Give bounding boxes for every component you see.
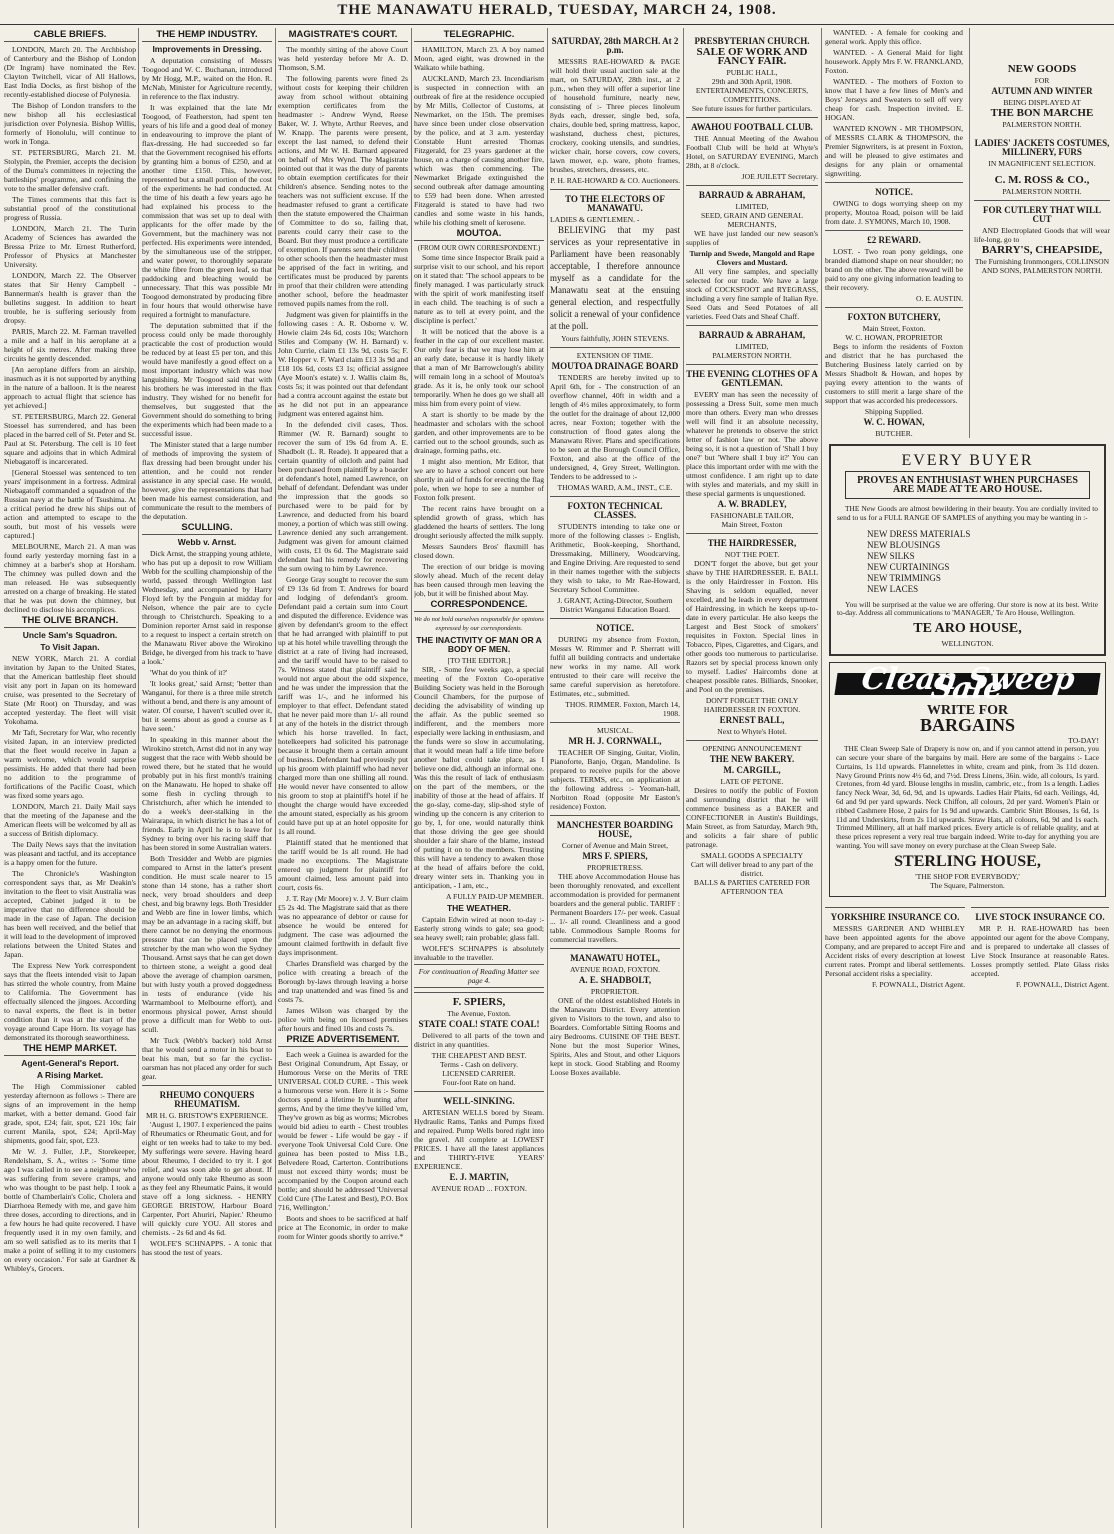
ad-hairdresser <box>686 533 818 736</box>
ad-spiers-text: Delivered to all parts of the town and district in any quantities. <box>414 1031 544 1049</box>
court-paragraph: The monthly sitting of the above Court was held yesterday before Mr A. D. Thomson, S.M. <box>278 45 408 72</box>
ad-bradley <box>686 364 818 529</box>
ad-football-title: AWAHOU FOOTBALL CLUB. <box>691 122 813 132</box>
column-7 <box>825 28 1110 1528</box>
butchery-signature: W. C. HOWAN, <box>863 417 925 427</box>
ad-bon-marche <box>974 32 1110 196</box>
column-1 <box>4 28 136 1528</box>
prize-footnote: Boots and shoes to be sacrificed at half price at The Economic, in order to make room for Winter goods shortly to arrive.* <box>278 1214 408 1241</box>
ad-church-venue: PUBLIC HALL, <box>726 68 778 77</box>
heading-cable-briefs: CABLE BRIEFS. <box>4 30 136 42</box>
cable-paragraph: ST. PETERSBURG, March 21. M. Stolypin, the Premier, accepts the decision of the Duma's committees in rejecting the battleships' programme, and confining the vote to the smaller defensive craft. <box>4 148 136 193</box>
sculling-paragraph: Dick Arnst, the strapping young athlete, who has put up a deposit to row William Webb for the sculling championship of the world, passed through Wellington last Wednesday, and accompanied by Harry Floyd left by the Penguin at midday for Nelson, whence the pair are to cycle through to Christchurch. Speaking to a Dominion reporter Arnst said in response to a request to inspect a certain stretch on the Manawatu River above the Wirokino Bridge, he diverged from his track to 'have a look.' <box>142 549 272 666</box>
butchery-text: Begs to inform the residents of Foxton and district that he has purchased the Butchering Business lately carried on by Messrs Shadbolt & Howan, and hopes by paying every attention to the wants of customers to still merit a large share of the support that was accorded his predecessors. <box>825 342 963 405</box>
wanted-4: WANTED KNOWN - MR THOMPSON, of MESSRS CLARK & THOMPSON, the Premier Signwriters, is at present in Foxton, and will be pleased to give estimates and designs for any plain or ornamental signwriting. <box>825 124 963 178</box>
ad-hair-text: DON'T forget the above, but get your shave by THE HAIRDRESSER. E. BALL is the only Hairdresser in Foxton. His Shaving is seldom equalled, never excelled, and he leads in every department of Hairdressing, in which he keeps up-to-date in every particular. He also keeps the Largest and Best Stock of smokers' requisites in Foxton. Special lines in Tobacco, Pipes, Cigarettes, and Cigars, and other goods too numerous to particularise. Razors set by special process known only to myself. Ladies' Haircombs done at cheapest possible rates. Billiards, Snooker, and Pool on the premises. <box>686 559 818 694</box>
heading-prize-advertisement: PRIZE ADVERTISEMENT. <box>278 1035 408 1047</box>
clean-store-name: STERLING HOUSE, <box>894 852 1041 870</box>
ad-man-name: MRS F. SPIERS, <box>582 851 648 861</box>
court-paragraph: J. T. Ray (Mr Moore) v. J. V. Burr claim £5 2s 4d. The Magistrate said that as there was no appearance of debtor or cause for absence he would be entered for judgment. The case was adjourned the amount claimed forthwith in default five days imprisonment. <box>278 894 408 957</box>
ad-man-title: MANCHESTER BOARDING HOUSE, <box>556 820 674 839</box>
ad-church-date: 29th and 30th April, 1908. <box>711 77 793 86</box>
ad-notice-text: DURING my absence from Foxton, Messrs W. Rimmer and P. Sherratt will fulfil all building contracts and undertake new works in my name. All work entrusted to their care will receive the same careful supervision as heretofore. Estimates, etc., submitted. <box>550 635 680 698</box>
yorkshire-title: YORKSHIRE INSURANCE CO. <box>830 911 960 922</box>
correspondence-title: THE INACTIVITY OF MAN OR A BODY OF MEN. <box>416 635 542 654</box>
ad-barraud <box>686 185 818 321</box>
cutlery-text: AND Electroplated Goods that will wear life-long, go to <box>973 226 1110 244</box>
ad-tender-extension: EXTENSION OF TIME. <box>576 351 654 360</box>
ad-tender-signature: THOMAS WARD, A.M., INST., C.E. <box>557 483 673 492</box>
ad-well-sinking <box>414 1091 544 1193</box>
ad-bakery-subtitle: THE NEW BAKERY. <box>709 754 795 764</box>
cable-paragraph: ST. PETERSBURG, March 22. General Stoessel has surrendered, and has been placed in the barred cell of St. Peter and St. Paul at St. Petersburg. The cell is 10 feet square and adjoins that in which Admiral Niebagatoff is incarcerated. <box>4 412 136 466</box>
te-aro-text2: You will be surprised at the value we are offering. Our store is now at its best. Write to-day. Address all communications to 'MANAGER,' Te Aro House, Wellington. <box>837 599 1098 618</box>
ad-hotel-address: AVENUE ROAD, FOXTON. <box>569 965 660 974</box>
prize-text: Each week a Guinea is awarded for the Best Original Conundrum, Apt Essay, or Humorous Verse on the Merits of TRE UNIVERSAL COLD CURE. - This week a humorous verse won. Here it is :- Some doctors spend a lifetime In hunting after germs, And by the time they've killed 'em, They've grown as big as worms; Microbes would bid adieu to earth - Chest troubles would be fewer - Life would be gay - if everyone Took Universal Cold Cure. One guinea has been posted to Miss I.B., Belvedere Road, Carterton. Contributions must not exceed thirty words; must be accompanied by the Coupon around each bottle; and should be addressed 'Universal Cold Cure (The Latest and Best), P.O. Box 716, Wellington.' <box>278 1050 408 1212</box>
ad-well-text: ARTESIAN WELLS bored by Steam. Hydraulic Rams, Tanks and Pumps fixed and repaired. Pump Wells bored right into the gravel. All complete at LOWEST PRICES. I have all the latest appliances and THIRTY-FIVE YEARS' EXPERIENCE. <box>414 1108 544 1171</box>
ad-well-address: AVENUE ROAD ... FOXTON. <box>431 1184 527 1193</box>
heading-hemp-market: THE HEMP MARKET. <box>4 1044 136 1056</box>
ad-bakery-name: M. CARGILL, <box>723 765 781 775</box>
ad-spiers-cheapest: THE CHEAPEST AND BEST. <box>431 1051 527 1060</box>
ad-rheumo-subtitle: MR H. G. BRISTOW'S EXPERIENCE. <box>145 1111 269 1120</box>
bon-new-goods: NEW GOODS <box>1007 63 1077 75</box>
ad-barraud2-title: BARRAUD & ABRAHAM, <box>698 330 806 340</box>
heading-correspondence: CORRESPONDENCE. <box>414 600 544 612</box>
clean-today: TO-DAY! <box>1068 736 1099 746</box>
ad-bakery <box>686 740 818 896</box>
moutoa-paragraph: The erection of our bridge is moving slowly ahead. Much of the recent delay has been caused through men leaving the job, but it will be finished about May. <box>414 562 544 598</box>
olive-paragraph: Mr Taft, Secretary for War, who recently visited Japan, in an interview predicted that the fleet would receive in Japan a warm welcome, which would surprise pessimists. He added that there had been no addition to the programme of fortifications of the Pacific Coast, which was fixed some years ago. <box>4 728 136 800</box>
ad-butchery <box>825 307 963 438</box>
ad-bradley-address: Main Street, Foxton <box>721 520 783 529</box>
te-aro-text: THE New Goods are almost bewildering in their beauty. You are cordially invited to send to us for a FULL RANGE OF SAMPLES of anything you may be wanting in :- <box>837 504 1098 522</box>
olive-paragraph: The Express New York correspondent says that the fleets intended visit to Japan has stirred the whole country, from Maine to California. The Government has effectually silenced the jingoes. According to naval experts, the fleet is in better condition than it was at the start of the voyage around Cape Horn. Its voyage has demonstrated its thorough seaworthiness. <box>4 961 136 1042</box>
ad-bradley-trade: FASHIONABLE TAILOR, <box>710 511 794 520</box>
te-aro-proves: PROVES AN ENTHUSIAST WHEN PURCHASES ARE MADE AT TE ARO HOUSE. <box>845 471 1090 499</box>
livestock-title: LIVE STOCK INSURANCE CO. <box>975 911 1105 922</box>
ad-hair-footer: DON'T FORGET THE ONLY HAIRDRESSER IN FOXTON. <box>703 696 801 714</box>
yorkshire-text: MESSRS GARDNER AND WHIBLEY have been appointed agents for the above Company, and are prepared to accept Fire and Accident risks of every description at lowest current rates. Prompt and liberal settlements. Personal accident risks a speciality. <box>825 923 965 978</box>
ad-yorkshire <box>825 907 965 989</box>
ad-auction-date: SATURDAY, 28th MARCH. At 2 p.m. <box>551 36 679 55</box>
ad-drainage-tender <box>550 347 680 492</box>
te-aro-title: EVERY BUYER <box>901 452 1034 469</box>
sculling-paragraph: 'What do you think of it?' <box>150 668 228 677</box>
ad-bakery-text: Desires to notify the public of Foxton and surrounding district that he will commence business as a BAKER and CONFECTIONER in Austin's Buildings, Main Street, as from Saturday, March 9th, and solicits a fair share of public patronage. <box>686 786 818 849</box>
cable-paragraph: LONDON, March 22. The Observer states that Sir Henry Campbell - Bannerman's health is graver than the bulletins suggest. In addition to heart trouble, he is suffering seriously from dropsy. <box>4 271 136 325</box>
te-aro-name: TE ARO HOUSE, <box>913 621 1022 637</box>
te-aro-list-item: NEW LACES <box>867 583 919 594</box>
te-aro-list-item: NEW SILKS <box>867 550 915 561</box>
column-rule <box>821 28 822 1528</box>
ad-church-see: See future issues for further particulars. <box>691 104 813 113</box>
column-rule <box>683 28 684 1528</box>
ad-football-signature: JOE JUILETT Secretary. <box>741 172 818 181</box>
butchery-trade: BUTCHER. <box>875 429 913 438</box>
hemp-industry-paragraph: It was explained that the late Mr Toogood, of Featherston, had spent ten years of his life and a good deal of money in endeavouring to improve the plant of flax-dressing. He had succeeded so far that the Government recognised his efforts by granting him a bonus of £250, and at another time £150. This, however, represented but a small portion of the cost of the experiments he had conducted. At the time of his death a few years ago he had explained his process to the commission that was set up to deal with applicants for the offer made by the Government, but the machinery was not perfected. His experiments were intended, by the simultaneous use of the stripper, and water power, to thoroughly separate the white fibre from the green leaf, so that paddocking and bleaching would be unnecessary. That this was possible Mr Toogood demonstrated by producing fibre in four hours that would otherwise have required a fortnight to manufacture. <box>142 103 272 319</box>
telegraphic-body <box>414 45 544 227</box>
hemp-market-paragraph: Mr W. J. Fuller, J.P., Storekeeper, Rendelsham, S. A., writes :- 'Some time ago I was called in to see a neighbour who was suffering from severe cramps, and who was thought to be past help. I took a bottle of Chamberlain's Colic, Cholera and Diarrhoea Remedy with me, and gave him three doses, according to directions, and in a few hours he had quite recovered. I have frequently used it in my own family, and am so well satisfied as to its merits that I make a point of selling it to my customers on every occasion.' For sale at Gardner & Whibley's, Grocers. <box>4 1147 136 1273</box>
cutlery-firm: The Furnishing Ironmongers, COLLINSON AND SONS, PALMERSTON NORTH. <box>974 257 1110 275</box>
classifieds <box>825 28 963 438</box>
hemp-market-paragraph: The High Commissioner cabled yesterday afternoon as follows :- There are signs of an improvement in the hemp market, with a better demand. Good fair grade, spot, £24; fair, spot, £21 10s; fair current Manila, spot, £24; April-May shipments, good fair, spot, £23. <box>4 1082 136 1145</box>
column-3 <box>278 28 408 1528</box>
livestock-signature: F. POWNALL, District Agent. <box>1015 979 1109 989</box>
cable-paragraph: LONDON, March 21. The Turin Academy of Sciences has awarded the Bressa Prize to Mr. Ernest Rutherford, Professor of Physics at Manchester University. <box>4 224 136 269</box>
wanted-3: WANTED. - The mothers of Foxton to know that I have a few lines of Men's and Boys' Jerseys and Sweaters to sell off very cheap for cash. Inspection invited. E. HOGAN. <box>825 77 963 122</box>
masthead: THE MANAWATU HERALD, TUESDAY, MARCH 24, 1908. <box>0 2 1114 25</box>
butchery-shipping: Shipping Supplied. <box>864 407 924 416</box>
sculling-paragraph: Both Tresidder and Webb are pigmies compared to Arnst in the latter's present condition. He must scale nearer to 15 stone than 14 stone, has a rather short neck, very broad shoulders and deep chest, and big brawny legs. Both Tresidder and Webb are fine in lower limbs, which may be an advantage in a racing skiff, but there cannot be no denying the enormous pressure that can be placed upon the stretcher by the man who won the Sydney Thousand. Arnst says that he can get down to thirteen stone, a weight a good deal above the average of champion oarsmen, but with lusty youth a proved doggedness in tests of endurance (vide his Warrnambool to Melbourne effort), and enormous physical power, Arnst should prove a difficult man for Webb to out-scull. <box>142 854 272 1034</box>
clean-text: THE Clean Sweep Sale of Drapery is now on, and if you cannot attend in person, you can secure your share of the bargains by mail. Here are some of the bargains :- Lace Curtains, 1s 11d upwards. Flannelettes in white, cream and pink, from 3s 11d dozen. Navy Ground Prints now 4½ 6d, and 7½d. Dress Linens, 36in. wide, all colours, 1s yard. Cretones, from 4d yard. Blouse lengths in muslin, cambric, etc., from 1s a length. Ladies fancy Neck Wear, 3d, 6d, 9d, and 1s upwards. Ladies Hair Plaits, 6d each. Veilings, 4d, 6d and 9d per yard upwards. Neck Chiffon, all colours, 2d per yard. Women's Plain or ribbed Cashmere Hose, 2 pairs for 1s 9d and upwards. Cambric Shirt Blouses, 1s 6d, 1s 11d and Underskirts, from 2s 11d upwards. Straw Hats, all colours, 6d, 9d and 1s each. Trimmed Millinery, all at half marked prices. Every article is of reliable quality, and at these prices represent a very real true bargain indeed. Write to-day for anything you are wanting. You will save money on every purchase at the Clean Sweep Sale. <box>836 744 1099 850</box>
ad-tender-text: TENDERS are hereby invited up to April 6th, for - The construction of an overflow channel, 40ft in width and a length of 4½ miles approximately, to form the outlet for the drainage of about 12,000 acres, near Foxton; together with the construction of flood gates along the Manawatu River. Plans and specifications to be seen at the Borough Council Office, Foxton, and also at the office of the undersigned, 4, Grey Street, Wellington. Tenders to be addressed to :- <box>550 373 680 481</box>
court-paragraph: George Gray sought to recover the sum of £9 13s 6d from T. Andrews for board and lodging of defendant's groom. Defendant paid a certain sum into Court and disputed the difference. Evidence was given by defendant's groom to the effect that he had arranged with plaintiff to put up at his hotel while travelling through the district at a rate of living had increased, and the tariff would have to be raised to 7s. Witness stated that plaintiff said he would not argue about the odd sixpence, and he was under the impression that the tariff was 1/-, and he informed his employer to that effect. Defendant stated that he never paid more than 1/- all round at any of the hotels in the district through which his horse travelled. In fact, hotelkeepers had solicited his patronage because it brought them a certain amount of business. Defendant had previously put up his groom with plaintiff who had never charged more than one shilling all round. He would never have consented to allow his groom to stop at plaintiff's hotel if he thought the charge would have exceeded the amount stated, especially as his groom could have put up at an hotel opposite for 1s all round. <box>278 575 408 836</box>
wanted-1: WANTED. - A female for cooking and general work. Apply this office. <box>825 28 963 46</box>
court-body <box>278 45 408 1033</box>
cable-paragraph: [General Stoessel was sentenced to ten years' imprisonment in a fortress. Admiral Niebagatoff commanded a squadron of the Russian navy at the battle of Tsushima. At a critical period he drew his ships out of action and attempted to escape to the south, but most of his vessels were captured.] <box>4 468 136 540</box>
ad-tender-board: MOUTOA DRAINAGE BOARD <box>551 361 679 371</box>
court-paragraph: The following parents were fined 2s without costs for keeping their children away from school without obtaining exemption certificates from the headmaster :- Andrew Wynd, Reese Baker, W. J. Whyte, Arthur Reeves, and W. Knapp. The parents were present, except the last named, to defend their actions, and Mr W. H. Barnard appeared on behalf of Mrs Wynd. The Magistrate pointed out that it was the duty of parents to obtain exemption certificates for their children's absence. Sending notes to the teachers was not sufficient excuse. If the headmaster refused to grant a certificate then the statute empowered the Chairman of Committee to do so, failing that, parents could carry their case to the Board. But they must produce a certificate of exemption. If parents sent their children to other schools then the headmaster must be apprised of the fact in writing, and certificates must be produced by parents in proof that their children were attending another school, before the headmaster removed pupils names from the roll. <box>278 74 408 308</box>
hemp-industry-body <box>142 56 272 521</box>
ad-barraud2-limited: LIMITED, <box>735 342 769 351</box>
ad-football <box>686 117 818 181</box>
column-7-top <box>825 28 1110 438</box>
livestock-text: MR P. H. RAE-HOWARD has been appointed our agent for the above Company, and is prepared to undertake all classes of Live Stock Insurance at reasonable Rates. Losses promptly settled. Plate Glass risks accepted. <box>971 923 1109 978</box>
cutlery-title: FOR CUTLERY THAT WILL CUT <box>983 205 1101 224</box>
cable-paragraph: The Bishop of London transfers to the new bishop all his ecclesiastical jurisdiction over Polynesia. Bishop Willis, formerly of Honolulu, will continue to work in Tonga. <box>4 101 136 146</box>
ad-electors-signature: Yours faithfully, JOHN STEVENS. <box>561 334 669 343</box>
ad-live-stock <box>971 907 1109 989</box>
ad-manawatu-hotel <box>550 948 680 1077</box>
reward-ad <box>825 230 963 303</box>
court-paragraph: Judgment was given for plaintiffs in the following cases : A. R. Osborne v. W. Howie claim 24s 6d, costs 10s; Watchorn Stiles and Company (W. H. Barnard) v. John Currie, claim £1 13s 9d, costs 5s; F. W. Hopper v. F. Ward claim £13 3s 9d and £18 10s 6d, costs £3 1s; official assignee (Aye Moon's estate) v. J. Wallis claim 8s, costs 5s; it was pointed out that defendant had a contra account against the estate but as he did not put in an appearance judgment was entered against him. <box>278 310 408 418</box>
hemp-industry-paragraph: The Minister stated that a large number of methods of improving the system of flax dressing had been brought under his attention, and he could not render assistance in any special case. He would, however, give the representations that had been made his earnest consideration, and communicate the result to the members of the deputation. <box>142 440 272 521</box>
heading-sculling: SCULLING. <box>142 523 272 535</box>
correspondence-text: SIR, - Some few weeks ago, a special meeting of the Foxton Co-operative Building Society was held in the Borough Council Chambers, for the purpose of deciding the advisability of winding up the affair. As the public seemed so indifferent, and the members more especially were lacking in enthusiasm, and the funds were so slow in accumulating, that it would mean half a life time before another ballot could take place, as I believe one did, although an informal one. Was this the result of lack of enthusiasm on the part of the members, or the inability of those at the head of affairs. If the go-slay, come-day, slip-shod style of winding up the concern is any criterion to go by, I, for one, would naturally think that those driving the gee gee should shoulder a fair share of the blame, instead of putting it on to the members. Trusting this will have a tendency to awaken those at the head of affairs before the cold, dreary winter sets in. Thanking you in anticipation, - I am, etc., <box>414 665 544 890</box>
clean-tagline: 'THE SHOP FOR EVERYBODY,' <box>915 871 1020 881</box>
ad-spiers-licensed: LICENSED CARRIER. <box>442 1069 516 1078</box>
ad-clean-sweep <box>829 662 1106 897</box>
ad-hotel-text: ONE of the oldest established Hotels in the Manawatu District. Every attention given to Visitors to the town, and also to Boarders. Comfortable Sitting Rooms and airy Bedrooms. CUISINE OF THE BEST. None but the most Superior Wines, Spirits, Ales and Stout, and other Liquors kept in stock. Good Stabling and Roomy Loose Boxes available. <box>550 996 680 1077</box>
ad-rheumo-title: RHEUMO CONQUERS RHEUMATISM. <box>159 1090 255 1109</box>
olive-paragraph: The Daily News says that the invitation was pleasant and tactful, and its acceptance is a happy omen for the future. <box>4 840 136 867</box>
bon-season: AUTUMN AND WINTER <box>991 86 1093 96</box>
ad-bakery-cart: Cart will deliver bread to any part of the district. <box>690 860 814 878</box>
ad-bakery-title: OPENING ANNOUNCEMENT <box>702 744 802 753</box>
bon-name: THE BON MARCHE <box>990 107 1094 119</box>
court-paragraph: James Wilson was charged by the police with being on licensed premises after hours and fined 10s and costs 7s. <box>278 1006 408 1033</box>
bon-displayed: BEING DISPLAYED AT <box>1003 98 1081 107</box>
ad-hotel-name: A. E. SHADBOLT, <box>578 975 652 985</box>
ad-bradley-name: A. W. BRADLEY, <box>717 499 787 509</box>
cable-paragraph: The Times comments that this fact is substantial proof of the constitutional progress of Russia. <box>4 195 136 222</box>
te-aro-list-item: NEW BLOUSINGS <box>867 539 941 550</box>
hemp-industry-paragraph: The deputation submitted that if the process could only be made thoroughly practicable the cost of production would be reduced by at least £5 per ton, and this would have manifestly a good effect on a most important industry which was now languishing. Mr Toogood said that with his brothers he was interested in the flax industry. They wished for no benefit for themselves, but suggested that the Government should do something to bring the experiments which had been made to a successful issue. <box>142 321 272 438</box>
ad-auction-text: MESSRS RAE-HOWARD & PAGE will hold their usual auction sale at the mart, on SATURDAY, 28th inst., at 2 p.m., when they will offer a superior line of household furniture, nearly new, consisting of :- Three pieces linoleum 8yds each, dresser, single bed, sofa, chairs, double bed, spring mattress, kapoc, washstand, duchess chest, pictures, crockery, cooking utensils, and sundries, wicker chair, horse covers, cow covers, lawn mower, e.p. ware, photo frames, brushes, stretchers, dressers, etc. <box>550 57 680 174</box>
ad-spiers-rate: Four-foot Rate on hand. <box>442 1078 516 1087</box>
ad-rheumo <box>142 1085 272 1257</box>
ad-barraud-text2: All very fine samples, and specially selected for our trade. We have a large stock of COCKSFOOT and RYEGRASS, including a very fine sample of Italian Rye. Seed Oats and Seed Potatoes of all varieties. Feed Oats and Sheaf Chaff. <box>686 267 818 321</box>
olive-branch-body <box>4 654 136 1042</box>
cable-paragraph: LONDON, March 20. The Archbishop of Canterbury and the Bishop of London (Dr Ingram) have nominated the Rev. Clayton Twitchell, vicar of All Hallows, East India Docks, as first bishop of the recently-established diocese of Polynesia. <box>4 45 136 99</box>
notice-title: NOTICE. <box>875 187 913 197</box>
ad-music-title: MUSICAL. <box>596 726 634 735</box>
ad-hair-name: ERNEST BALL, <box>719 715 785 725</box>
olive-paragraph: LONDON, March 21. Daily Mail says that the meeting of the Japanese and the American fleets will be welcomed by all as a success of British diplomacy. <box>4 802 136 838</box>
ad-tech-title: FOXTON TECHNICAL CLASSES. <box>567 501 663 520</box>
butchery-title: FOXTON BUTCHERY, <box>847 312 941 322</box>
clean-write: WRITE FOR <box>926 703 1009 719</box>
telegraphic-paragraph: AUCKLAND, March 23. Incendiarism is suspected in connection with an outbreak of fire at the residence occupied by Mr Mills, Collector of Customs, at Newmarket, on the 15th. The premises have since been under close observation by the police, and at 3 a.m. yesterday Constable Hunt arrested Thomas Fitzgerald, for 23 years gardener at the house, on a charge of causing another fire, which was then commencing. The Newmarket Brigade extinguished the second outbreak after damage amounting to £59 had been done. When arrested Fitzgerald is stated to have had two candles and some waste in his hands, while his clothing smelt of kerosene. <box>414 74 544 227</box>
ad-barraud2-location: PALMERSTON NORTH. <box>712 351 792 360</box>
ad-manchester-house <box>550 815 680 944</box>
bon-location: PALMERSTON NORTH. <box>1002 120 1082 129</box>
cable-paragraph: PARIS, March 22. M. Farman travelled a mile and a half in his aeroplane at a height of six metres. After making three circuits he gently descended. <box>4 327 136 363</box>
ad-spiers <box>414 992 544 1087</box>
bon-for: FOR <box>1034 76 1050 85</box>
ad-bakery-balls: BALLS & PARTIES CATERED FOR <box>693 878 811 887</box>
subheading-hemp-industry: Improvements in Dressing. <box>152 44 262 54</box>
column-rule <box>411 28 412 1528</box>
reward-title: £2 REWARD. <box>867 235 921 245</box>
ad-barraud-title: BARRAUD & ABRAHAM, <box>698 190 806 200</box>
wolfe-text: WOLFE'S SCHNAPPS is absolutely invaluable to the traveller. <box>414 944 544 962</box>
ad-technical-classes <box>550 496 680 614</box>
telegraphic-paragraph: HAMILTON, March 23. A boy named Moon, aged eight, was drowned in the Waikato while bathing. <box>414 45 544 72</box>
cutlery-name: BARRY'S, CHEAPSIDE, <box>981 244 1103 256</box>
heading-moutoa: MOUTOA. <box>414 229 544 241</box>
bon-selection: IN MAGNIFICENT SELECTION. <box>988 159 1096 168</box>
clean-sweep-logo: Clean Sweep Sale <box>834 673 1100 695</box>
ad-presbyterian <box>686 32 818 113</box>
ad-hair-subtitle: NOT THE POET. <box>724 550 780 559</box>
ad-spiers-address: The Avenue, Foxton. <box>447 1009 511 1018</box>
court-paragraph: Charles Dransfield was charged by the police with creating a breach of the Borough by-laws through leaving a horse and trap unattended and was fined 5s and costs 7s. <box>278 959 408 1004</box>
ad-barraud-2 <box>686 325 818 360</box>
hemp-industry-paragraph: A deputation consisting of Messrs Toogood and W. C. Buchanan, introduced by Mr Hogg, M.P., waited on the Hon. R. McNab, Minister for Agriculture recently, in reference to the flax industry. <box>142 56 272 101</box>
ad-man-text: THE above Accommodation House has been thoroughly renovated, and excellent accommodation is provided for permanent boarders and the general public. TARIFF : Permanent Boarders 17/- per week. Casual ... 1/- all round. Cleanliness and a good table. Commodious Sample Rooms for commercial travellers. <box>550 872 680 944</box>
notice-text: OWING to dogs worrying sheep on my property, Moutoa Road, poison will be laid from date. J. SYMONS, March 10, 1908. <box>825 199 963 226</box>
column-4 <box>414 28 544 1528</box>
ad-music-name: MR H. J. CORNWALL, <box>568 736 662 746</box>
ad-hair-title: THE HAIRDRESSER, <box>707 538 797 548</box>
bon-firm-location: PALMERSTON NORTH. <box>1002 187 1082 196</box>
ad-tech-signature: J. GRANT, Acting-Director, Southern District Wanganui Education Board. <box>557 596 673 614</box>
moutoa-paragraph: It will be noticed that the above is a feather in the cap of our excellent master. Our only fear is that we may lose him at an early date, because it is hardly likely that a man of Mr Barrowclough's ability will remain long in a school of Moutoa's grade. As it is, he only took our school temporarily. When he does go we shall all miss him from every point of view. <box>414 327 544 408</box>
ad-bakery-tea: AFTERNOON TEA <box>720 887 784 896</box>
wanted-2: WANTED. - A General Maid for light housework. Apply Mrs F. W. FRANKLAND, Foxton. <box>825 48 963 75</box>
ad-church-title: PRESBYTERIAN CHURCH. <box>694 36 810 46</box>
column-6 <box>686 28 818 1528</box>
yorkshire-signature: F. POWNALL, District Agent. <box>871 979 965 989</box>
cable-briefs-body <box>4 45 136 614</box>
ad-well-name: E. J. MARTIN, <box>449 1172 509 1182</box>
te-aro-list <box>867 529 1068 595</box>
ad-barraud-limited: LIMITED, <box>735 202 769 211</box>
te-aro-list-item: NEW TRIMMINGS <box>867 572 941 583</box>
column-2 <box>142 28 272 1528</box>
sculling-body <box>142 549 272 1081</box>
ad-bakery-late: LATE OF PETONE. <box>720 777 784 786</box>
ad-barraud-trade: SEED, GRAIN AND GENERAL MERCHANTS, <box>700 211 804 229</box>
weather-text: Captain Edwin wired at noon to-day :- Easterly strong winds to gale; sea good; sea heavy swell; rain probable; glass fall. <box>414 915 544 942</box>
heading-olive-branch: THE OLIVE BRANCH. <box>4 616 136 628</box>
heading-magistrates-court: MAGISTRATE'S COURT. <box>278 30 408 42</box>
subheading-sculling: Webb v. Arnst. <box>177 537 237 547</box>
heading-hemp-industry: THE HEMP INDUSTRY. <box>142 30 272 42</box>
ad-auction <box>550 32 680 185</box>
sculling-paragraph: 'It looks great,' said Arnst; 'better than Wanganui, for there is a three mile stretch without a bend, and there is any amount of water. Of course, I haven't sculled over it, but it seems about as good a course as I have seen.' <box>142 679 272 733</box>
heading-telegraphic: TELEGRAPHIC. <box>414 30 544 42</box>
ad-bakery-specialty: SMALL GOODS A SPECIALTY <box>700 851 804 860</box>
ad-electors-title: TO THE ELECTORS OF MANAWATU. <box>565 194 665 213</box>
court-paragraph: Plaintiff stated that he mentioned that the tariff would be 1s all round. He had made no exceptions. The Magistrate entered up judgment for plaintiff for amount claimed, less amount paid into court, costs 6s. <box>278 838 408 892</box>
moutoa-paragraph: The recent rains have brought on a splendid growth of grass, which has gladdened the hearts of settlers. The long drought seriously affected the milk supply. <box>414 504 544 540</box>
moutoa-byline: (FROM OUR OWN CORRESPONDENT.) <box>417 244 541 252</box>
sculling-paragraph: In speaking in this manner about the Wirokino stretch, Arnst did not in any way suggest that the race with Webb should be rowed there, but he stated that he would probably put in his first month's training on the Manawatu. He hoped to shake off some flesh in cycling through to Christchurch, after which he intended to do a week's deer-stalking in the Wairarapa, in which district he has a lot of friends. Early in April he is to leave for Sydney to bring over his racing skiff that has been stored in some Australian waters. <box>142 735 272 852</box>
ad-cutlery <box>974 200 1110 275</box>
ad-musical <box>550 722 680 811</box>
subheading-olive-1: Uncle Sam's Squadron. <box>22 630 118 640</box>
ad-wolfe-text: WOLFE'S SCHNAPPS. - A tonic that has stood the test of years. <box>142 1239 272 1257</box>
hemp-market-body <box>4 1082 136 1273</box>
reward-text: LOST. - Two roan pony geldings, one branded diamond shape on near shoulder; no brand on the other. The above reward will be paid to any one giving information leading to their recovery. <box>825 247 963 292</box>
moutoa-paragraph: Some time since Inspector Braik paid a surprise visit to our school, and his report on it stated that: 'The school appears to be finely managed. I was particularly struck with the spirit of work manifesting itself in each child. The teaching is of such a nature as to tell at every point, and the discipline is perfect.' <box>414 253 544 325</box>
ad-hair-address: Next to Whyte's Hotel. <box>717 727 787 736</box>
ads-right <box>969 28 1110 438</box>
reward-signature: O. E. AUSTIN. <box>915 294 963 303</box>
olive-paragraph: The Chronicle's Washington correspondent says that, as Mr Deakin's invitation to the fleet to visit Australia was accepted, Cabinet judged it to be imperative that no difference should be made in the case of Japan. The decision has been well received, and the belief that it will lead to the development of improved relations between the United States and Japan. <box>4 869 136 959</box>
court-paragraph: In the defended civil cases, Thos. Rimmer (W. R. Barnard) sought to recover the sum of 19s 6d from A. E. Shadbolt (L. R. Reade). It appeared that a certain quantity of oilcloth and paint had been purchased from plaintiff by a boarder at defendant's hotel, named Lawrence, on behalf of defendant. Defendant was under the impression that the goods so purchased were to be paid for by Lawrence, and deducted from his board money, a portion of which was still owing. Lawrence denied any such arrangement. Judgment was given for amount claimed with costs, £1 0s 6d. The Magistrate said defendant had his remedy for recovering the sum owing to him by Lawrence. <box>278 420 408 573</box>
ad-rheumo-text: 'August 1, 1907. I experienced the pains of Rheumatics or Rheumatic Gout, and for eight or ten weeks had to take to my bed. My sufferings were severe. Having heard about Rheumo, I decided to try it. I got relief, and was soon able to get about. If anyone would only take Rheumo as soon as they feel any Rheumatic Pains, it would stave off a long sickness. - HENRY GEORGE BRISTOW, Harbour Board Carpenter, Port Ahuriri, Napier.' Rheumo will quickly cure YOU. All stores and chemists. - 2s 6d and 4s 6d. <box>142 1120 272 1237</box>
ad-tech-text: STUDENTS intending to take one or more of the following classes :- English, Arithmetic, Book-keeping, Shorthand, Dressmaking, Millinery, Woodcarving, and Engine Driving. Are requested to send in their names together with the subjects they wish to take, to Mr Rae-Howard, Secretary School Committee. <box>550 522 680 594</box>
ad-electors-salute: LADIES & GENTLEMEN. - <box>550 215 640 224</box>
correspondence-note: We do not hold ourselves responsible for opinions expressed by our correspondents. <box>414 616 544 632</box>
ad-te-aro-house <box>829 444 1106 656</box>
ad-bradley-title: THE EVENING CLOTHES OF A GENTLEMAN. <box>686 369 818 388</box>
ad-church-entertainment: ENTERTAINMENTS, CONCERTS, COMPETITIONS. <box>695 86 809 104</box>
cable-paragraph: [An aeroplane differs from an airship, inasmuch as it is not supported by anything in the nature of a balloon. It is the nearest approach to actual flight that science has yet achieved.] <box>4 365 136 410</box>
ad-notice-rimmer <box>550 618 680 718</box>
column-rule <box>547 28 548 1528</box>
insurance-ads <box>825 903 1110 989</box>
column-5 <box>550 28 680 1528</box>
ad-electors <box>550 189 680 343</box>
clean-bargains: BARGAINS <box>919 715 1016 736</box>
continuation-note: For continuation of Reading Matter see page 4. <box>414 964 544 988</box>
moutoa-paragraph: Messrs Saunders Bros' flaxmill has closed down. <box>414 542 544 560</box>
moutoa-paragraph: I might also mention, Mr Editor, that we are to have a school concert out here shortly in aid of funds for erecting the flag pole, when we hope to see a number of Foxton folk present. <box>414 457 544 502</box>
subheading-olive-2: To Visit Japan. <box>40 642 100 652</box>
te-aro-location: WELLINGTON. <box>941 639 994 649</box>
ad-hotel-title: MANAWATU HOTEL, <box>570 953 660 963</box>
ad-man-address: Corner of Avenue and Main Street, <box>561 841 669 850</box>
heading-weather: THE WEATHER. <box>446 903 512 913</box>
ad-well-title: WELL-SINKING. <box>443 1096 515 1106</box>
te-aro-list-item: NEW DRESS MATERIALS <box>867 528 971 539</box>
ad-barraud-goods: Turnip and Swede, Mangold and Rape Clovers and Mustard. <box>689 249 815 267</box>
te-aro-list-item: NEW CURTAININGS <box>867 561 950 572</box>
column-rule <box>138 28 139 1528</box>
olive-paragraph: NEW YORK, March 21. A cordial invitation by Japan to the United States, that the American battleship fleet should visit any port in Japan on its homeward cruise, was presented to the Secretary of State (Mr Root) on Thursday, and was accepted yesterday. The fleet will visit Yokohama. <box>4 654 136 726</box>
ad-man-proprietress: PROPRIETRESS. <box>587 863 643 872</box>
ad-church-sale: SALE OF WORK AND FANCY FAIR. <box>696 46 808 67</box>
sculling-paragraph: Mr Tuck (Webb's backer) told Arnst that he would send a motor in his boat to beat his man, but so far the cyclist-oarsman has not placed any order for such gear. <box>142 1036 272 1081</box>
moutoa-body <box>414 253 544 598</box>
correspondence-to: [TO THE EDITOR.] <box>447 656 511 665</box>
cable-paragraph: MELBOURNE, March 21. A man was found early yesterday morning fast in a chimney at a barber's shop at Horsham. The chimney was pulled down and the man released. He was subsequently arrested on a charge of breaking. He stated that he was put down the chimney, but declined to disclose his accomplices. <box>4 542 136 614</box>
subheading-hemp-1: Agent-General's Report. <box>21 1058 119 1068</box>
ad-hotel-proprietor: PROPRIETOR. <box>590 987 640 996</box>
ad-football-text: THE Annual Meeting of the Awahou Football Club will be held at Whyte's Hotel, on SATURDAY EVENING, March 28th, at 8 o'clock. <box>686 134 818 170</box>
ad-notice-title: NOTICE. <box>596 623 634 633</box>
ad-notice-signature: THOS. RIMMER. Foxton, March 14, 1908. <box>565 700 680 718</box>
butchery-proprietor: W. C. HOWAN, PROPRIETOR <box>845 333 943 342</box>
ad-spiers-name: F. SPIERS, <box>452 996 506 1008</box>
subheading-hemp-2: A Rising Market. <box>36 1070 104 1080</box>
clean-location: The Square, Palmerston. <box>930 880 1005 890</box>
moutoa-paragraph: A start is shortly to be made by the headmaster and scholars with the school garden, and other improvements are to be carried out to the school grounds, such as drainage, forming paths, etc. <box>414 410 544 455</box>
butchery-address: Main Street, Foxton. <box>862 324 926 333</box>
ad-bradley-text: EVERY man has seen the necessity of possessing a Dress Suit, some men much more than others. Every man who dresses well will find it an absolute necessity, whatever he pretends to observe the strict letter of fashion law or not. The above being so, it is not a question of 'Shall I buy one?' but 'Where shall I buy it?' You can place this important order with me with the utmost confidence. I am right up to date with styles and materials, and my skill in these special garments is unquestioned. <box>686 390 818 498</box>
correspondence-signature: A FULLY PAID-UP MEMBER. <box>446 892 544 901</box>
notice-dogs <box>825 182 963 226</box>
ad-spiers-coal: STATE COAL! STATE COAL! <box>418 1019 540 1029</box>
bon-firm: C. M. ROSS & CO., <box>994 174 1090 186</box>
ad-music-text: TEACHER OF Singing, Guitar, Violin, Pianoforte, Banjo, Organ, Mandoline. Is prepared to receive pupils for the above subjects. TERMS, etc., on application at the following address :- Yeoman-hall, Norbiton Road (opposite Mr Easton's residence) Foxton. <box>550 748 680 811</box>
bon-goods: LADIES' JACKETS COSTUMES, MILLINERY, FURS <box>974 138 1110 157</box>
ad-spiers-terms: Terms - Cash on delivery. <box>439 1060 519 1069</box>
ad-auction-signature: P. H. RAE-HOWARD & CO. Auctioneers. <box>550 176 680 185</box>
ad-electors-text: BELIEVING that my past services as your representative in Parliament have been reasonably acceptable, I therefore announce myself as a candidate for the Manawatu seat at the ensuing general election, and respectfully solicit a renewal of your confidence at the poll. <box>550 225 680 331</box>
ad-barraud-text: WE have just landed our new season's supplies of <box>686 229 818 247</box>
column-rule <box>275 28 276 1528</box>
